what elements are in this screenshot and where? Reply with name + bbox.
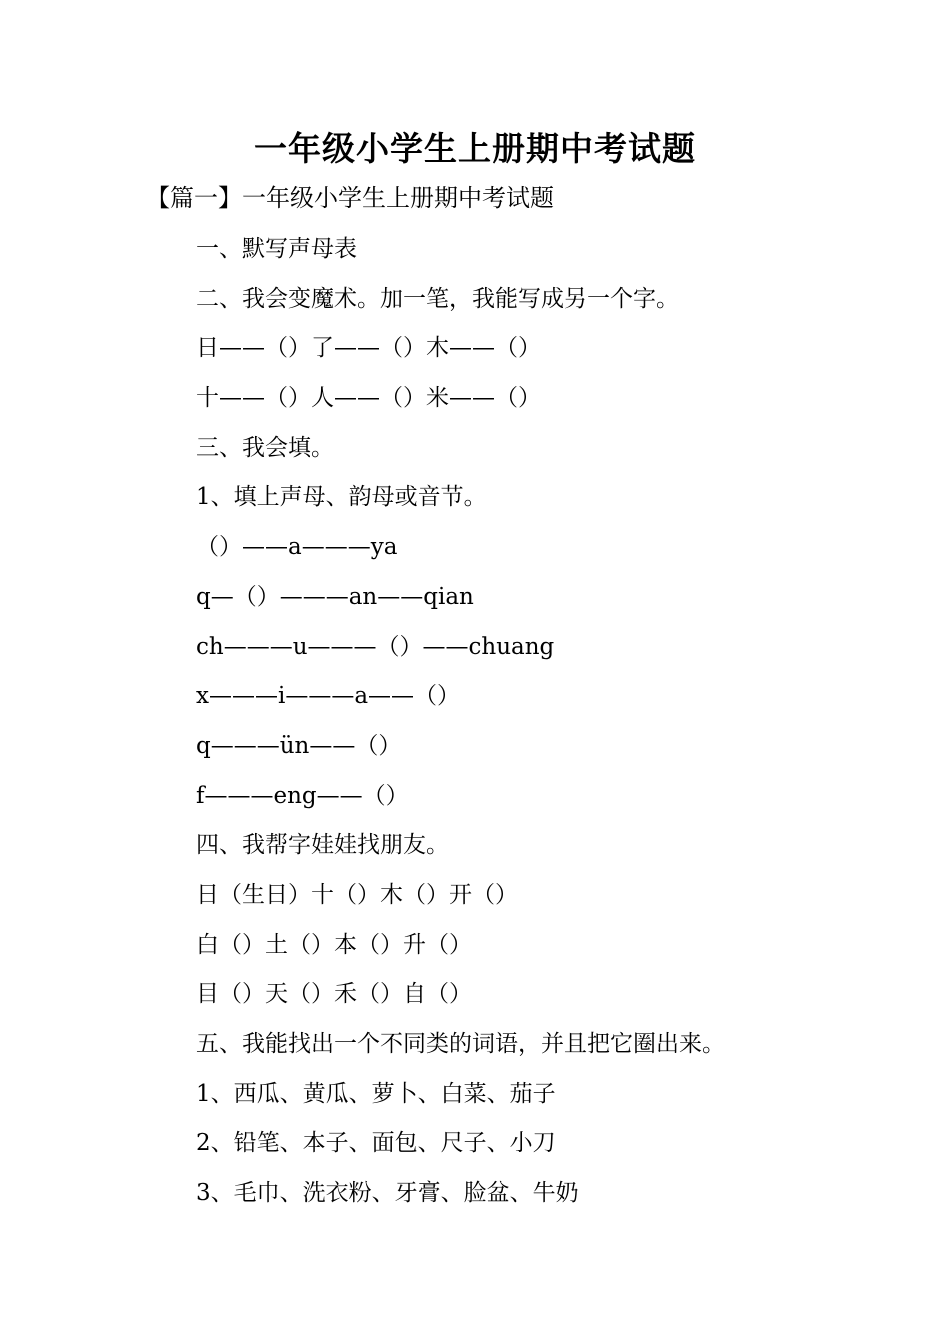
text-line: 1、西瓜、黄瓜、萝卜、白菜、茄子 (196, 1080, 556, 1107)
section-heading: 【篇一】一年级小学生上册期中考试题 (146, 184, 554, 212)
text-line: 一、默写声母表 (196, 236, 357, 262)
text-line: 目（）天（）禾（）自（） (196, 981, 472, 1008)
text-line: 五、我能找出一个不同类的词语，并且把它圈出来。 (196, 1031, 725, 1057)
text-line: 3、毛巾、洗衣粉、牙膏、脸盆、牛奶 (196, 1180, 579, 1207)
text-line: q———ün——（） (196, 732, 402, 759)
text-line: 日（生日）十（）木（）开（） (196, 881, 518, 908)
text-line: 三、我会填。 (196, 434, 334, 461)
text-line: x———i———a——（） (196, 683, 461, 710)
text-line: q—（）———an——qian (196, 583, 474, 610)
document-title: 一年级小学生上册期中考试题 (254, 129, 696, 168)
text-line: 白（）土（）本（）升（） (196, 931, 472, 958)
text-line: 日——（）了——（）木——（） (196, 335, 541, 362)
text-line: f———eng——（） (196, 782, 409, 809)
question-lines (196, 229, 896, 1223)
text-line: 二、我会变魔术。加一笔，我能写成另一个字。 (196, 285, 679, 312)
text-line: ch———u———（）——chuang (196, 633, 555, 660)
text-line: 十——（）人——（）米——（） (196, 385, 541, 412)
text-line: 四、我帮字娃娃找朋友。 (196, 832, 449, 859)
text-line: 2、铅笔、本子、面包、尺子、小刀 (196, 1130, 556, 1157)
text-line: 1、填上声母、韵母或音节。 (196, 484, 487, 511)
text-line: （）——a———ya (196, 534, 398, 561)
